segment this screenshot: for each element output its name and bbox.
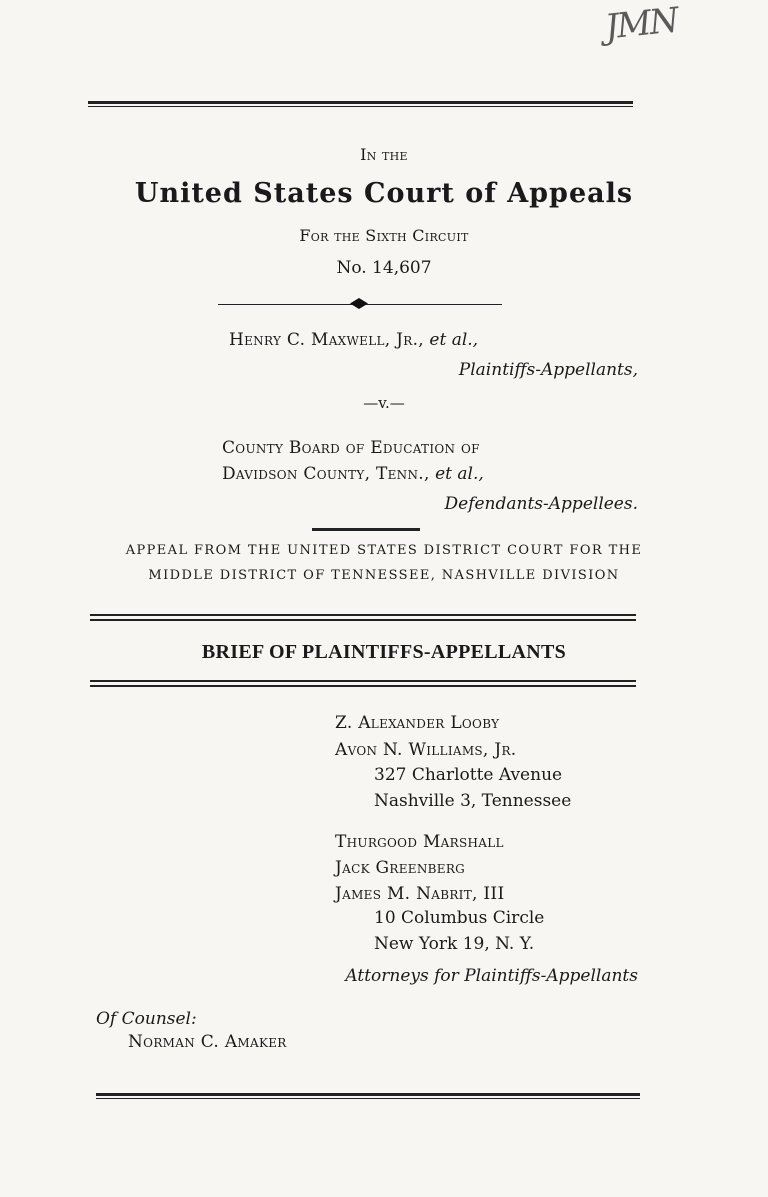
of-counsel-label: Of Counsel: — [96, 1009, 197, 1029]
versus: —v.— — [363, 394, 405, 412]
court-name: United States Court of Appeals — [134, 178, 634, 209]
top-rule — [88, 101, 633, 107]
attorney-address: 10 Columbus Circle — [374, 908, 545, 928]
title-rule-bottom — [90, 680, 636, 687]
bottom-rule — [96, 1093, 640, 1099]
diamond-ornament-icon — [350, 298, 368, 309]
appeal-line-1: APPEAL FROM THE UNITED STATES DISTRICT COURT FOR THE — [125, 543, 643, 558]
attorney-address: Nashville 3, Tennessee — [374, 791, 572, 811]
attorney-name: James M. Nabrit, III — [335, 884, 505, 904]
defendants-line2-text: Davidson County, Tenn., — [222, 464, 430, 484]
defendants-role: Defendants-Appellees. — [444, 494, 638, 514]
appeal-line-2: MIDDLE DISTRICT OF TENNESSEE, NASHVILLE DIVISION — [148, 568, 620, 583]
defendants-etal: et al., — [435, 464, 484, 484]
attorney-address: New York 19, N. Y. — [374, 934, 535, 954]
attorneys-role: Attorneys for Plaintiffs-Appellants — [345, 966, 638, 986]
attorney-name: Avon N. Williams, Jr. — [335, 740, 517, 760]
short-rule — [312, 528, 420, 531]
defendants-line2 — [222, 464, 484, 484]
brief-title: BRIEF OF PLAINTIFFS-APPELLANTS — [201, 641, 567, 663]
plaintiffs-name-text: Henry C. Maxwell, Jr., — [229, 330, 424, 350]
docket-number: No. 14,607 — [336, 258, 432, 278]
of-counsel-name: Norman C. Amaker — [128, 1032, 287, 1052]
defendants-line1: County Board of Education of — [222, 438, 480, 458]
circuit-label: For the Sixth Circuit — [299, 226, 469, 245]
handwritten-initials: JMN — [603, 0, 680, 48]
in-the-label: In the — [360, 145, 408, 164]
plaintiffs-etal: et al., — [429, 330, 479, 350]
attorney-name: Jack Greenberg — [335, 858, 466, 878]
attorney-name: Z. Alexander Looby — [335, 713, 500, 733]
attorney-address: 327 Charlotte Avenue — [374, 765, 563, 785]
attorney-name: Thurgood Marshall — [335, 832, 504, 852]
plaintiffs-role: Plaintiffs-Appellants, — [458, 360, 638, 380]
plaintiffs-name — [229, 330, 478, 350]
title-rule-top — [90, 614, 636, 621]
